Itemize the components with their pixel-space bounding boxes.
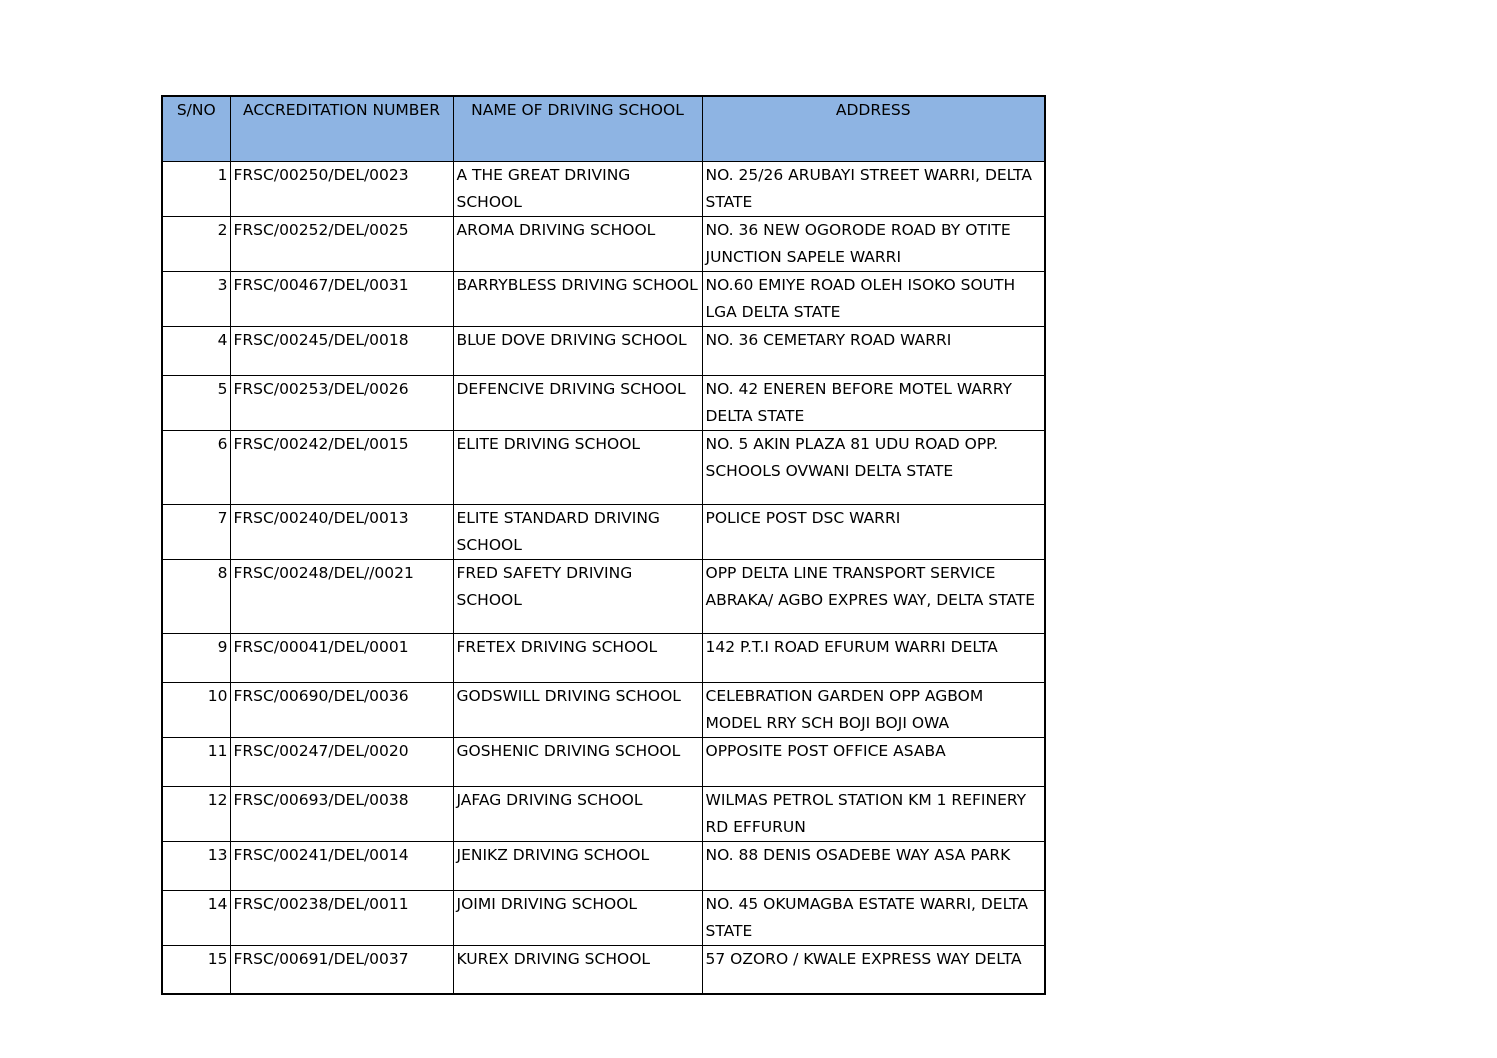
header-school-name: NAME OF DRIVING SCHOOL (453, 96, 702, 161)
table-row (162, 945, 1045, 994)
cell-address: NO. 25/26 ARUBAYI STREET WARRI, DELTA STATE (702, 161, 1045, 216)
cell-school-name: GODSWILL DRIVING SCHOOL (453, 682, 702, 737)
cell-school-name: FRED SAFETY DRIVING SCHOOL (453, 559, 702, 633)
header-accreditation-number: ACCREDITATION NUMBER (230, 96, 453, 161)
cell-accreditation-number: FRSC/00690/DEL/0036 (230, 682, 453, 737)
cell-accreditation-number: FRSC/00240/DEL/0013 (230, 504, 453, 559)
cell-accreditation-number: FRSC/00253/DEL/0026 (230, 375, 453, 430)
cell-sn: 1 (162, 161, 230, 216)
cell-school-name: A THE GREAT DRIVING SCHOOL (453, 161, 702, 216)
table-row (162, 559, 1045, 633)
table-row (162, 633, 1045, 682)
cell-accreditation-number: FRSC/00691/DEL/0037 (230, 945, 453, 994)
cell-school-name: DEFENCIVE DRIVING SCHOOL (453, 375, 702, 430)
table-row (162, 841, 1045, 890)
table-row (162, 430, 1045, 504)
table-row (162, 216, 1045, 271)
cell-accreditation-number: FRSC/00041/DEL/0001 (230, 633, 453, 682)
cell-school-name: FRETEX DRIVING SCHOOL (453, 633, 702, 682)
table-row (162, 682, 1045, 737)
cell-school-name: JAFAG DRIVING SCHOOL (453, 786, 702, 841)
cell-accreditation-number: FRSC/00248/DEL//0021 (230, 559, 453, 633)
cell-address: CELEBRATION GARDEN OPP AGBOM MODEL RRY SCH BOJI BOJI OWA (702, 682, 1045, 737)
table-header-row (162, 96, 1045, 161)
cell-address: OPP DELTA LINE TRANSPORT SERVICE ABRAKA/ AGBO EXPRES WAY, DELTA STATE (702, 559, 1045, 633)
cell-address: NO. 45 OKUMAGBA ESTATE WARRI, DELTA STATE (702, 890, 1045, 945)
cell-school-name: BLUE DOVE DRIVING SCHOOL (453, 326, 702, 375)
cell-accreditation-number: FRSC/00242/DEL/0015 (230, 430, 453, 504)
cell-address: POLICE POST DSC WARRI (702, 504, 1045, 559)
cell-address: WILMAS PETROL STATION KM 1 REFINERY RD EFFURUN (702, 786, 1045, 841)
table-row (162, 504, 1045, 559)
cell-address: OPPOSITE POST OFFICE ASABA (702, 737, 1045, 786)
cell-address: NO.60 EMIYE ROAD OLEH ISOKO SOUTH LGA DELTA STATE (702, 271, 1045, 326)
cell-sn: 9 (162, 633, 230, 682)
cell-accreditation-number: FRSC/00693/DEL/0038 (230, 786, 453, 841)
cell-address: NO. 88 DENIS OSADEBE WAY ASA PARK (702, 841, 1045, 890)
cell-school-name: ELITE DRIVING SCHOOL (453, 430, 702, 504)
cell-sn: 3 (162, 271, 230, 326)
cell-school-name: GOSHENIC DRIVING SCHOOL (453, 737, 702, 786)
cell-school-name: BARRYBLESS DRIVING SCHOOL (453, 271, 702, 326)
table-row (162, 271, 1045, 326)
cell-sn: 15 (162, 945, 230, 994)
cell-sn: 5 (162, 375, 230, 430)
cell-accreditation-number: FRSC/00245/DEL/0018 (230, 326, 453, 375)
cell-sn: 2 (162, 216, 230, 271)
table-body (162, 161, 1045, 994)
cell-school-name: JOIMI DRIVING SCHOOL (453, 890, 702, 945)
cell-address: NO. 36 NEW OGORODE ROAD BY OTITE JUNCTION SAPELE WARRI (702, 216, 1045, 271)
driving-schools-table (161, 95, 1046, 995)
cell-school-name: AROMA DRIVING SCHOOL (453, 216, 702, 271)
cell-school-name: KUREX DRIVING SCHOOL (453, 945, 702, 994)
cell-accreditation-number: FRSC/00241/DEL/0014 (230, 841, 453, 890)
cell-school-name: ELITE STANDARD DRIVING SCHOOL (453, 504, 702, 559)
cell-address: 142 P.T.I ROAD EFURUM WARRI DELTA (702, 633, 1045, 682)
cell-sn: 14 (162, 890, 230, 945)
cell-accreditation-number: FRSC/00250/DEL/0023 (230, 161, 453, 216)
cell-address: NO. 5 AKIN PLAZA 81 UDU ROAD OPP. SCHOOLS OVWANI DELTA STATE (702, 430, 1045, 504)
cell-sn: 13 (162, 841, 230, 890)
table-row (162, 375, 1045, 430)
cell-sn: 10 (162, 682, 230, 737)
cell-address: NO. 42 ENEREN BEFORE MOTEL WARRY DELTA STATE (702, 375, 1045, 430)
table-row (162, 326, 1045, 375)
header-address: ADDRESS (702, 96, 1045, 161)
cell-sn: 7 (162, 504, 230, 559)
table-row (162, 737, 1045, 786)
table-row (162, 161, 1045, 216)
cell-sn: 12 (162, 786, 230, 841)
cell-school-name: JENIKZ DRIVING SCHOOL (453, 841, 702, 890)
cell-sn: 6 (162, 430, 230, 504)
header-sn: S/NO (162, 96, 230, 161)
cell-sn: 11 (162, 737, 230, 786)
table-row (162, 890, 1045, 945)
cell-address: 57 OZORO / KWALE EXPRESS WAY DELTA (702, 945, 1045, 994)
cell-address: NO. 36 CEMETARY ROAD WARRI (702, 326, 1045, 375)
cell-sn: 8 (162, 559, 230, 633)
table-row (162, 786, 1045, 841)
cell-sn: 4 (162, 326, 230, 375)
cell-accreditation-number: FRSC/00247/DEL/0020 (230, 737, 453, 786)
cell-accreditation-number: FRSC/00238/DEL/0011 (230, 890, 453, 945)
cell-accreditation-number: FRSC/00252/DEL/0025 (230, 216, 453, 271)
cell-accreditation-number: FRSC/00467/DEL/0031 (230, 271, 453, 326)
